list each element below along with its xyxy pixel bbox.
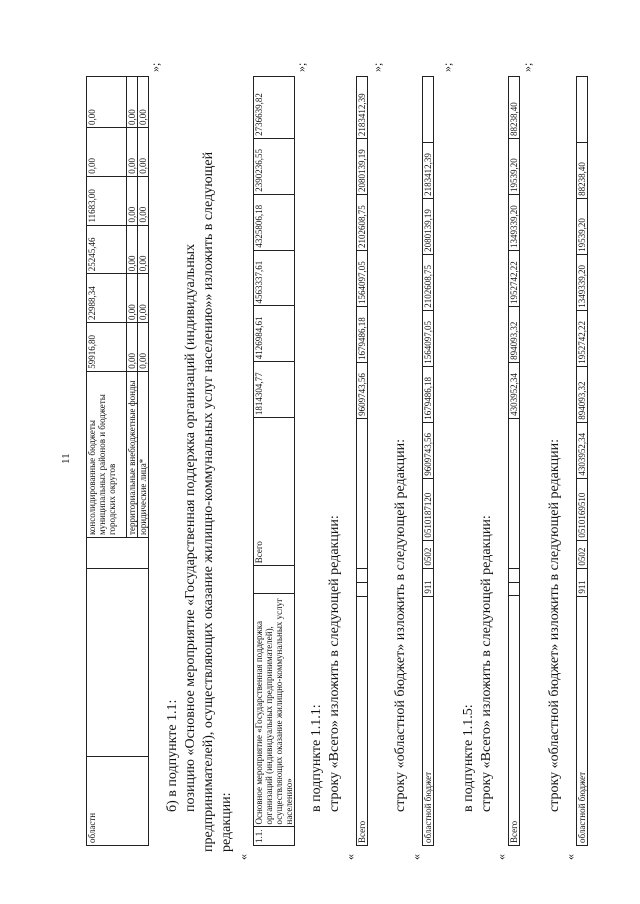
regional-budget-table	[422, 76, 434, 846]
opening-quote: «	[409, 854, 423, 860]
section-heading: в подпункте 1.1.1:	[309, 704, 324, 812]
value-cell: 4303952,34	[577, 422, 588, 478]
value-cell: 0,00	[127, 225, 138, 274]
code-cell: 911	[423, 568, 434, 596]
page-number: 11	[60, 453, 72, 464]
value-cell: 0,00	[138, 176, 149, 225]
opening-quote: «	[563, 854, 577, 860]
value-cell: 1679486,18	[423, 366, 434, 422]
value-cell: 2080139,19	[357, 139, 368, 195]
code-cell: 0510169510	[577, 478, 588, 540]
value-cell: 0,00	[138, 77, 149, 128]
empty-cell	[87, 537, 149, 568]
activity-name: Основное мероприятие «Государственная поддержка организаций (индивидуальных предпринимателей), осуществляющих оказание жилищно-коммунальных услуг населению»	[254, 593, 295, 827]
total-label: Всего	[254, 418, 295, 566]
value-cell: 0,00	[138, 274, 149, 323]
value-cell: 19539,20	[577, 198, 588, 254]
total-row-table	[508, 76, 520, 846]
opening-quote: «	[343, 854, 357, 860]
paragraph-line: строку «Всего» изложить в следующей редакции:	[479, 515, 494, 812]
paragraph-line: строку «областной бюджет» изложить в следующей редакции:	[547, 439, 562, 812]
value-cell: 9609743,56	[423, 422, 434, 478]
total-row-table	[356, 76, 368, 846]
value-cell: 1952742,22	[577, 310, 588, 366]
value-cell: 894093,32	[577, 366, 588, 422]
value-cell: 2102608,75	[423, 254, 434, 310]
empty-cell	[87, 569, 149, 757]
value-cell: 1814304,77	[254, 362, 295, 418]
value-cell: 2390236,55	[254, 138, 295, 194]
regional-budget-table	[576, 76, 588, 846]
value-cell: 25245,46	[87, 225, 127, 274]
value-cell: 4563337,61	[254, 250, 295, 306]
value-cell: 0,00	[138, 128, 149, 177]
value-cell: 2736639,82	[254, 77, 295, 139]
value-cell: 2102608,75	[357, 195, 368, 251]
paragraph-line: строку «Всего» изложить в следующей редакции:	[327, 515, 342, 812]
section-heading: в подпункте 1.1.5:	[461, 704, 476, 812]
value-cell: 0,00	[127, 323, 138, 372]
paragraph-line: предпринимателей), осуществляющих оказание жилищно-коммунальных услуг населению»» изложить в следующей	[201, 151, 216, 852]
value-cell: 2080139,19	[423, 198, 434, 254]
value-cell: 88238,40	[577, 142, 588, 198]
main-activity-table	[253, 76, 295, 846]
total-label: Всего	[509, 596, 520, 846]
opening-quote: «	[494, 854, 508, 860]
paragraph-line: позицию «Основное мероприятие «Государственная поддержка организаций (индивидуальных	[183, 243, 198, 812]
value-cell: 1349339,20	[577, 254, 588, 310]
value-cell: 2183412,39	[423, 142, 434, 198]
value-cell: 1679486,18	[357, 306, 368, 362]
section-heading: б) в подпункте 1.1:	[165, 699, 180, 812]
row-name: территориальные внебюджетные фонды	[127, 371, 138, 537]
value-cell: 0,00	[127, 274, 138, 323]
value-cell: 1564097,05	[357, 251, 368, 307]
code-cell: 0510187120	[423, 478, 434, 540]
value-cell: 1349339,20	[509, 195, 520, 251]
empty-cell	[254, 566, 295, 594]
value-cell: 88238,40	[509, 77, 520, 139]
value-cell: 4303952,34	[509, 362, 520, 418]
empty-cell	[509, 582, 520, 596]
empty-cell	[357, 568, 368, 582]
value-cell: 0,00	[127, 77, 138, 128]
value-cell: 4325806,18	[254, 194, 295, 250]
value-cell: 0,00	[138, 225, 149, 274]
empty-cell	[357, 418, 368, 568]
value-cell: 2183412,39	[357, 77, 368, 139]
row-number: 1.1.	[254, 827, 295, 846]
code-cell: 911	[577, 568, 588, 596]
empty-cell	[509, 418, 520, 568]
paragraph-line: редакции:	[219, 792, 234, 852]
row-name: консолидированные бюджеты муниципальных районов и бюджеты городских округов	[87, 371, 127, 537]
empty-cell	[509, 568, 520, 582]
value-cell: 1564097,05	[423, 310, 434, 366]
value-cell: 59916,80	[87, 323, 127, 372]
value-cell: 0,00	[127, 176, 138, 225]
total-label: Всего	[357, 596, 368, 845]
opening-quote: «	[236, 854, 250, 860]
region-cell: областн	[87, 757, 149, 846]
budget-label: областной бюджет	[423, 596, 434, 845]
empty-cell	[423, 77, 434, 143]
code-cell: 0502	[577, 540, 588, 568]
closing-quote: »;	[370, 62, 384, 72]
empty-cell	[357, 582, 368, 596]
value-cell: 22988,34	[87, 274, 127, 323]
value-cell: 0,00	[138, 323, 149, 372]
closing-quote: »;	[440, 62, 454, 72]
value-cell: 4126984,61	[254, 306, 295, 362]
value-cell: 11683,00	[87, 176, 127, 225]
row-name: юридические лица*	[138, 371, 149, 537]
value-cell: 9609743,56	[357, 362, 368, 418]
closing-quote: »;	[520, 62, 534, 72]
paragraph-line: строку «областной бюджет» изложить в следующей редакции:	[393, 439, 408, 812]
empty-cell	[577, 77, 588, 143]
value-cell: 0,00	[87, 77, 127, 128]
budget-sources-table	[86, 76, 149, 846]
closing-quote: »;	[294, 62, 308, 72]
budget-label: областной бюджет	[577, 596, 588, 845]
value-cell: 0,00	[127, 128, 138, 177]
value-cell: 1952742,22	[509, 250, 520, 306]
value-cell: 19539,20	[509, 139, 520, 195]
value-cell: 894093,32	[509, 306, 520, 362]
value-cell: 0,00	[87, 128, 127, 177]
closing-quote: »;	[148, 62, 162, 72]
code-cell: 0502	[423, 540, 434, 568]
